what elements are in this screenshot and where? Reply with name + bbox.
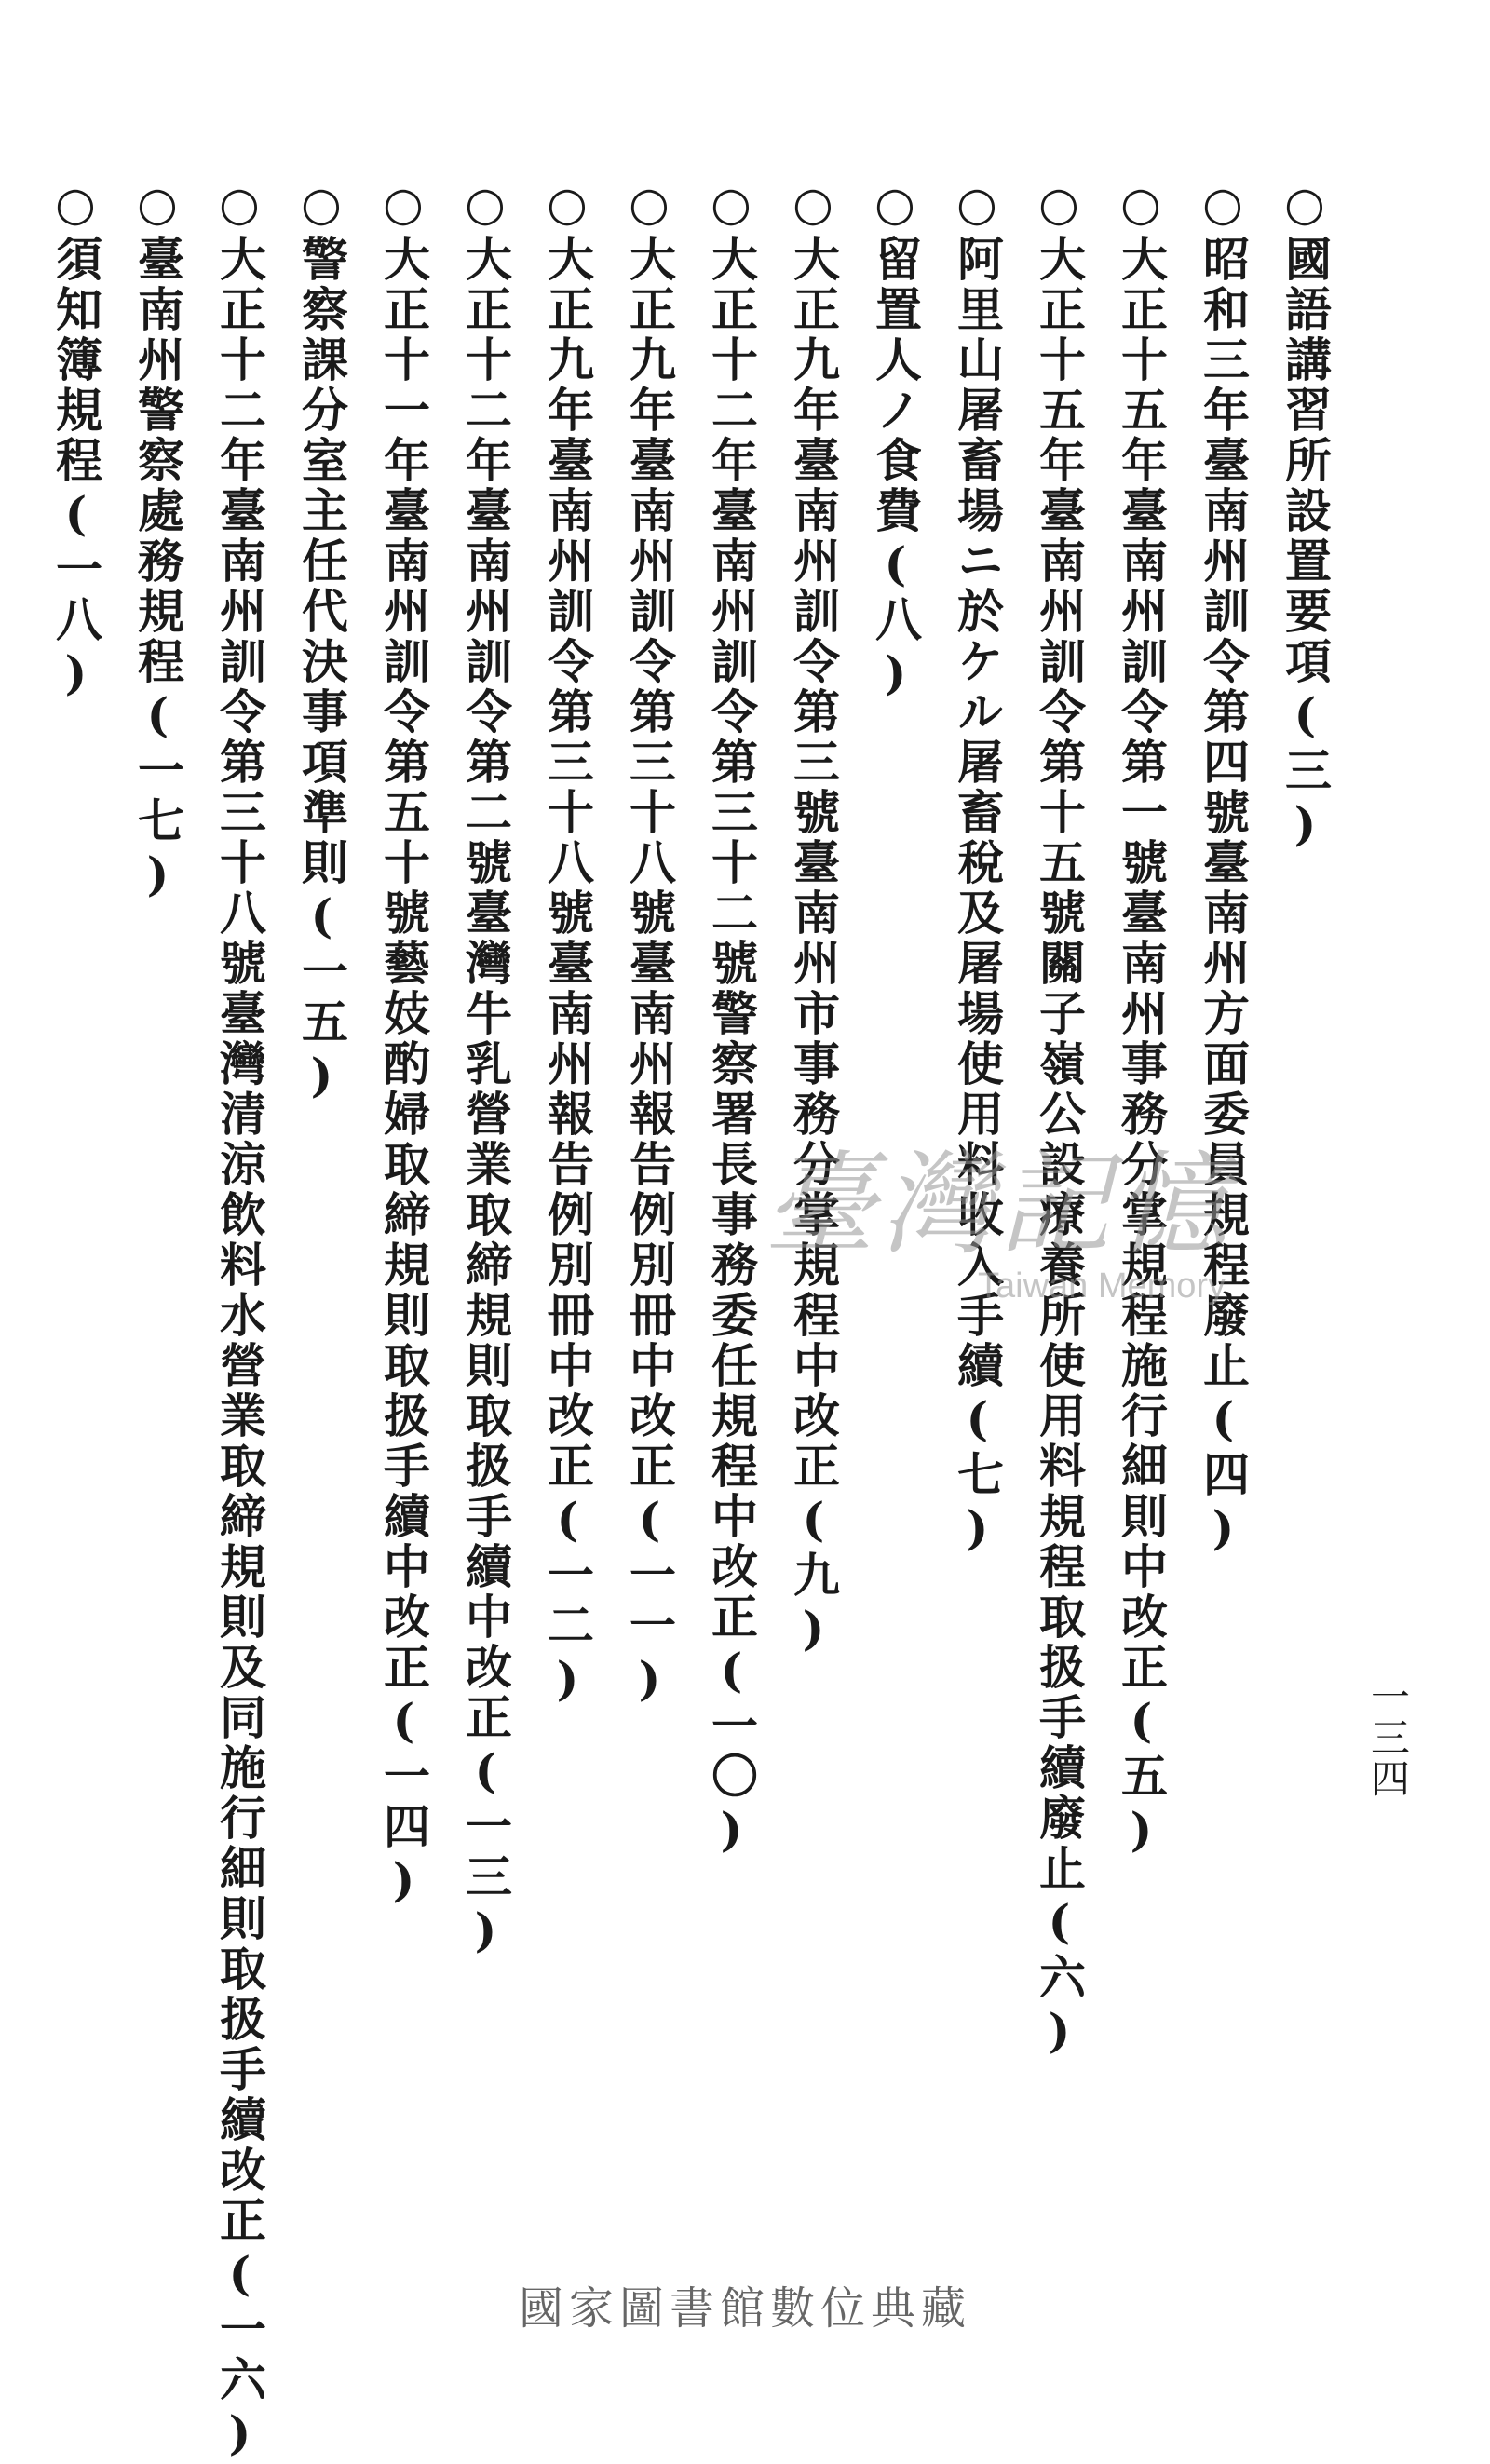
toc-entry-text: 大正九年臺南州訓令第三十八號臺南州報告例別冊中改正(一二)	[540, 235, 595, 1710]
toc-entry	[1018, 177, 1100, 2062]
toc-entry-text: 大正十二年臺南州訓令第三十二號警察署長事務委任規程中改正(一〇)	[704, 235, 759, 1861]
toc-entry	[1100, 177, 1182, 2039]
toc-entry-text: 國語講習所設置要項(三)	[1278, 235, 1333, 855]
toc-entry-text: 大正十二年臺南州訓令第三十八號臺灣清涼飲料水營業取締規則及同施行細則取扱手續改正(一六)	[212, 235, 267, 2464]
toc-entry	[608, 177, 690, 2039]
toc-entry-text: 大正十五年臺南州訓令第一號臺南州事務分掌規程施行細則中改正(五)	[1114, 235, 1169, 1861]
toc-entry	[280, 177, 362, 2039]
bullet-icon: ○	[458, 177, 512, 235]
bullet-icon: ○	[704, 177, 758, 235]
toc-entry-text: 昭和三年臺南州訓令第四號臺南州方面委員規程廢止(四)	[1196, 235, 1251, 1559]
toc-entry	[362, 177, 444, 2039]
toc-entry	[444, 177, 526, 2039]
toc-entry	[772, 177, 854, 2039]
bullet-icon: ○	[130, 177, 184, 235]
bullet-icon: ○	[1032, 177, 1086, 235]
toc-entry-text: 須知簿規程(一八)	[48, 235, 103, 704]
toc-entry-text: 留置人ノ食費(八)	[868, 235, 923, 704]
bullet-icon: ○	[1278, 177, 1332, 235]
toc-entry-text: 大正九年臺南州訓令第三十八號臺南州報告例別冊中改正(一一)	[622, 235, 677, 1710]
bullet-icon: ○	[950, 177, 1004, 235]
toc-entry	[1264, 177, 1346, 2039]
bullet-icon: ○	[212, 177, 266, 235]
bullet-icon: ○	[622, 177, 676, 235]
toc-entry	[116, 177, 198, 2039]
watermark-cjk: 臺灣記憶	[764, 1141, 1233, 1270]
toc-entry	[198, 177, 280, 2464]
bullet-icon: ○	[540, 177, 594, 235]
bullet-icon: ○	[1196, 177, 1250, 235]
bullet-icon: ○	[376, 177, 430, 235]
toc-entry-text: 大正十二年臺南州訓令第二號臺灣牛乳營業取締規則取扱手續中改正(一三)	[458, 235, 513, 1961]
toc-entry-text: 大正十一年臺南州訓令第五十號藝妓酌婦取締規則取扱手續中改正(一四)	[376, 235, 431, 1911]
bullet-icon: ○	[868, 177, 922, 235]
watermark-en: Taiwan Memory	[978, 1266, 1226, 1306]
toc-entry	[936, 177, 1018, 2039]
toc-entry-text: 警察課分室主任代決事項準則(一五)	[294, 235, 349, 1106]
toc-entry-text: 大正九年臺南州訓令第三號臺南州市事務分掌規程中改正(九)	[786, 235, 841, 1659]
toc-entry	[854, 177, 936, 2039]
bullet-icon: ○	[48, 177, 102, 235]
toc-entry-text: 大正十五年臺南州訓令第十五號關子嶺公設療養所使用料規程取扱手續廢止(六)	[1032, 235, 1087, 2062]
toc-entry	[526, 177, 608, 2039]
toc-entry-text: 阿里山屠畜場ニ於ケル屠畜稅及屠場使用料收入手續(七)	[950, 235, 1005, 1559]
bullet-icon: ○	[294, 177, 348, 235]
footer-caption: 國家圖書館數位典藏	[518, 2282, 971, 2335]
toc-entry	[690, 177, 772, 2039]
toc-entry	[1182, 177, 1264, 2039]
toc-entry	[34, 177, 116, 2039]
bullet-icon: ○	[786, 177, 840, 235]
page-number: 一三四	[1365, 1676, 1411, 1799]
bullet-icon: ○	[1114, 177, 1168, 235]
toc-entry-text: 臺南州警察處務規程(一七)	[130, 235, 185, 905]
